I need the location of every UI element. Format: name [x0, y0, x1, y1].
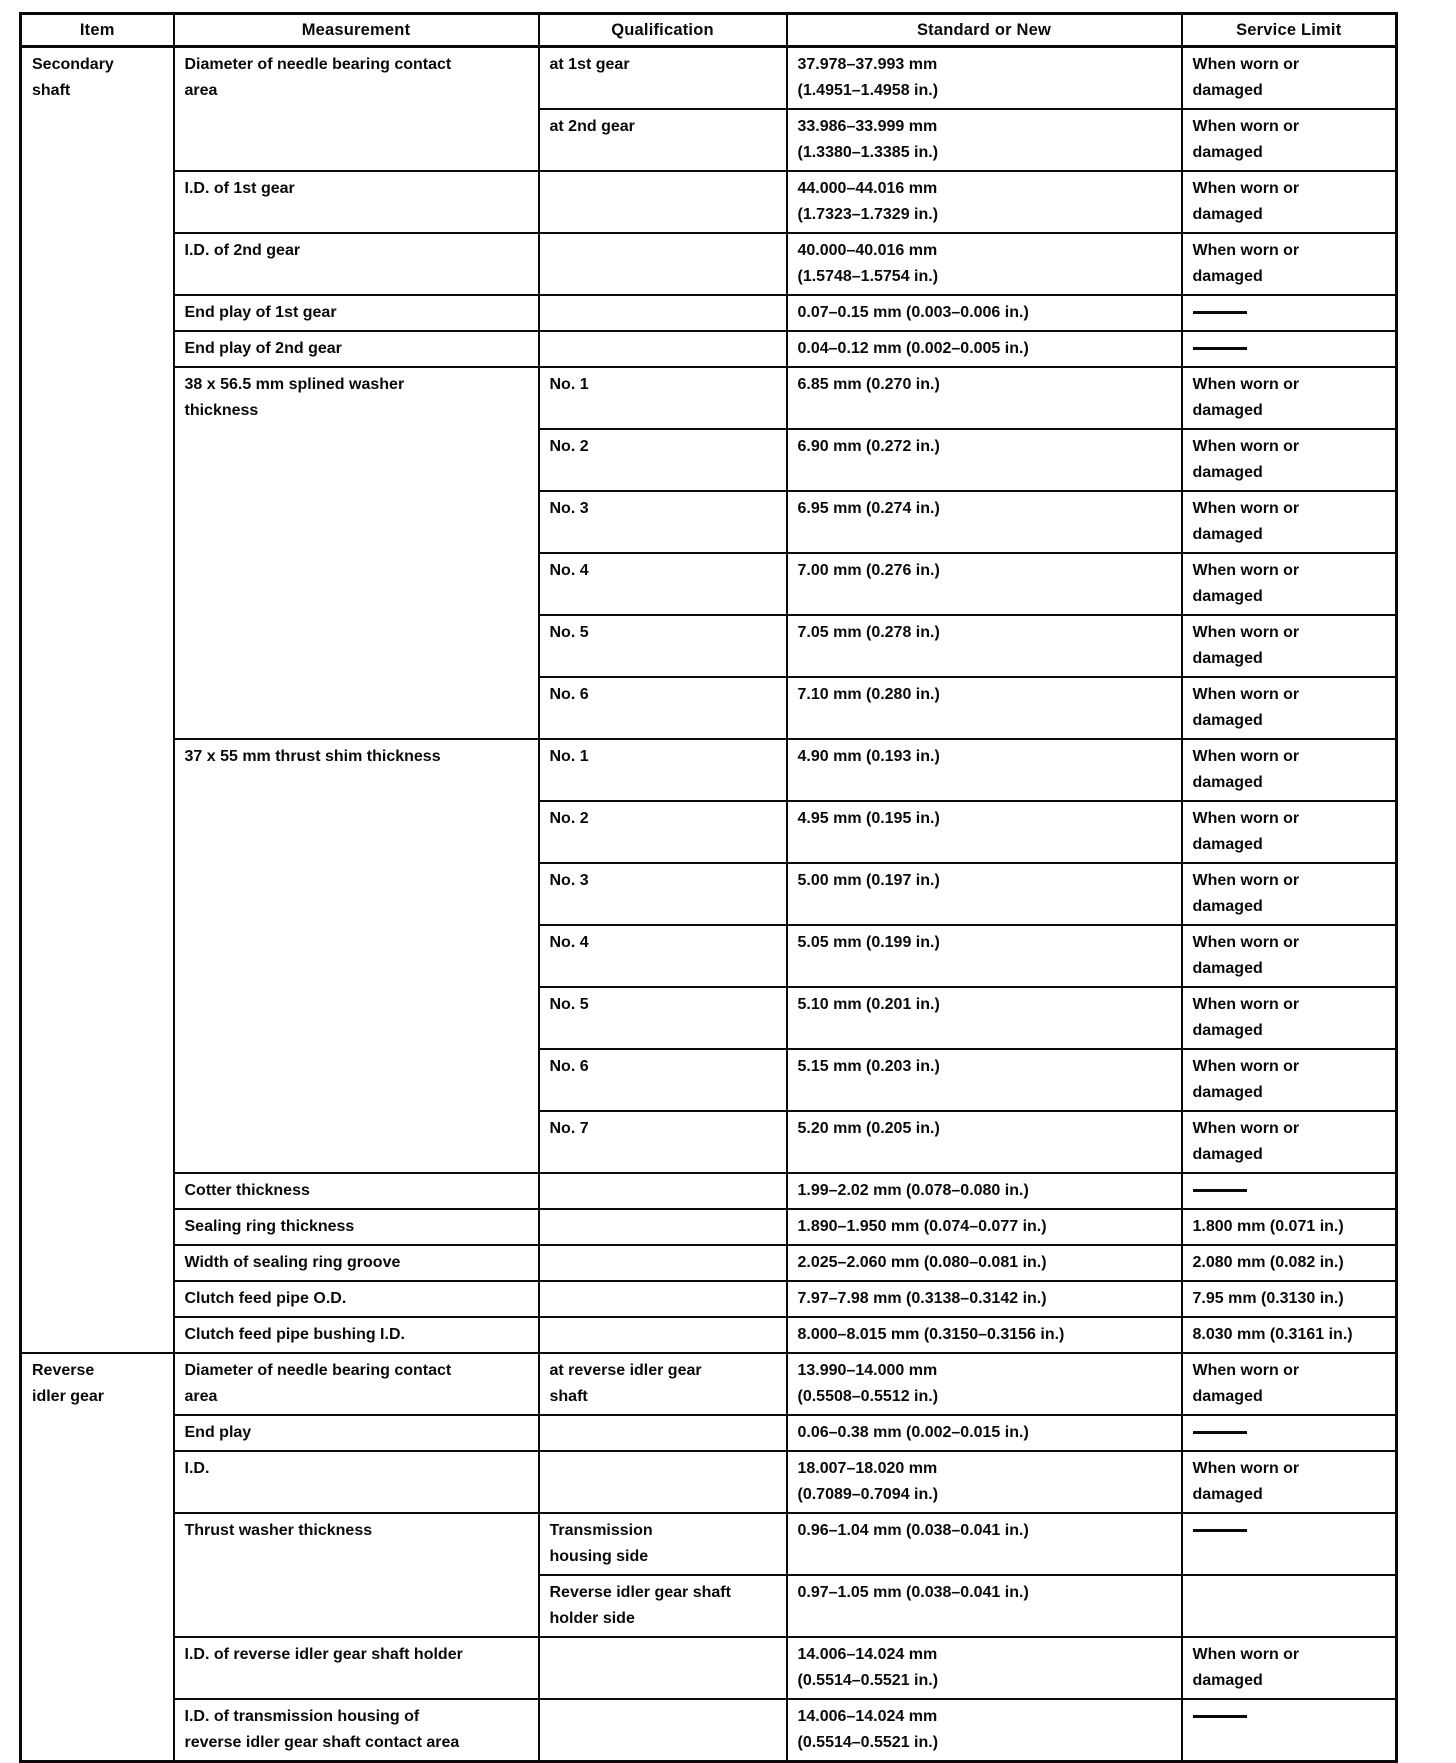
- service-limit-cell: [1182, 1111, 1397, 1173]
- cell-line: 4.90 mm (0.193 in.): [797, 748, 940, 765]
- service-limit-cell: [1182, 739, 1397, 801]
- col-header-item: Item: [21, 14, 174, 47]
- standard-cell: [787, 233, 1182, 295]
- cell-line: Secondary: [32, 56, 114, 73]
- cell-line: shaft: [32, 82, 71, 99]
- cell-line: I.D. of 2nd gear: [184, 242, 301, 259]
- standard-cell: [787, 429, 1182, 491]
- cell-line: No. 1: [549, 748, 589, 765]
- service-limit-cell: [1182, 1637, 1397, 1699]
- cell-line: When worn or: [1192, 1058, 1300, 1075]
- col-header-measurement: Measurement: [174, 14, 539, 47]
- standard-cell: [787, 1317, 1182, 1353]
- service-limit-cell: [1182, 1049, 1397, 1111]
- cell-line: (1.3380–1.3385 in.): [797, 144, 939, 161]
- qualification-cell: [539, 331, 787, 367]
- cell-line: damaged: [1192, 712, 1263, 729]
- measurement-cell: [174, 739, 539, 1173]
- table-row: [21, 1451, 1397, 1513]
- cell-line: When worn or: [1192, 872, 1300, 889]
- service-limit-cell: [1182, 1353, 1397, 1415]
- cell-line: 18.007–18.020 mm: [797, 1460, 938, 1477]
- service-limit-cell: [1182, 1699, 1397, 1762]
- qualification-cell: [539, 171, 787, 233]
- spec-table: [19, 12, 1398, 1763]
- cell-line: 1.890–1.950 mm (0.074–0.077 in.): [797, 1218, 1047, 1235]
- cell-line: 1.800 mm (0.071 in.): [1192, 1218, 1344, 1235]
- service-limit-cell: [1182, 1281, 1397, 1317]
- cell-line: 0.07–0.15 mm (0.003–0.006 in.): [797, 304, 1029, 321]
- measurement-cell: [174, 1209, 539, 1245]
- cell-line: When worn or: [1192, 748, 1300, 765]
- cell-line: (1.4951–1.4958 in.): [797, 82, 939, 99]
- cell-line: No. 1: [549, 376, 589, 393]
- qualification-cell: [539, 295, 787, 331]
- cell-line: (0.5514–0.5521 in.): [797, 1672, 939, 1689]
- cell-line: thickness: [184, 402, 259, 419]
- standard-cell: [787, 925, 1182, 987]
- cell-line: damaged: [1192, 898, 1263, 915]
- service-limit-cell: [1182, 429, 1397, 491]
- cell-line: Transmission: [549, 1522, 653, 1539]
- cell-line: housing side: [549, 1548, 649, 1565]
- standard-cell: [787, 801, 1182, 863]
- standard-cell: [787, 739, 1182, 801]
- service-limit-cell: [1182, 47, 1397, 110]
- cell-line: 7.10 mm (0.280 in.): [797, 686, 940, 703]
- no-service-limit-dash: [1193, 1715, 1247, 1718]
- cell-line: When worn or: [1192, 810, 1300, 827]
- cell-line: No. 2: [549, 438, 589, 455]
- measurement-cell: [174, 1173, 539, 1209]
- cell-line: damaged: [1192, 836, 1263, 853]
- table-row: [21, 331, 1397, 367]
- cell-line: damaged: [1192, 588, 1263, 605]
- cell-line: area: [184, 1388, 218, 1405]
- qualification-cell: [539, 863, 787, 925]
- measurement-cell: [174, 331, 539, 367]
- service-limit-cell: [1182, 233, 1397, 295]
- standard-cell: [787, 1111, 1182, 1173]
- qualification-cell: [539, 429, 787, 491]
- cell-line: I.D. of reverse idler gear shaft holder: [184, 1646, 463, 1663]
- cell-line: Diameter of needle bearing contact: [184, 56, 452, 73]
- cell-line: When worn or: [1192, 56, 1300, 73]
- qualification-cell: [539, 1245, 787, 1281]
- measurement-cell: [174, 233, 539, 295]
- cell-line: No. 3: [549, 872, 589, 889]
- qualification-cell: [539, 1699, 787, 1762]
- table-row: [21, 295, 1397, 331]
- cell-line: 6.85 mm (0.270 in.): [797, 376, 940, 393]
- cell-line: damaged: [1192, 206, 1263, 223]
- cell-line: 14.006–14.024 mm: [797, 1708, 938, 1725]
- cell-line: When worn or: [1192, 500, 1300, 517]
- cell-line: When worn or: [1192, 1646, 1300, 1663]
- cell-line: (1.5748–1.5754 in.): [797, 268, 939, 285]
- measurement-cell: [174, 1317, 539, 1353]
- service-limit-cell: [1182, 1209, 1397, 1245]
- qualification-cell: [539, 1637, 787, 1699]
- table-row: [21, 1699, 1397, 1762]
- cell-line: damaged: [1192, 650, 1263, 667]
- cell-line: damaged: [1192, 1022, 1263, 1039]
- cell-line: reverse idler gear shaft contact area: [184, 1734, 460, 1751]
- cell-line: End play: [184, 1424, 252, 1441]
- cell-line: damaged: [1192, 774, 1263, 791]
- qualification-cell: [539, 925, 787, 987]
- cell-line: When worn or: [1192, 118, 1300, 135]
- table-row: [21, 1513, 1397, 1575]
- cell-line: damaged: [1192, 1388, 1263, 1405]
- cell-line: No. 6: [549, 686, 589, 703]
- spec-table-header: [21, 14, 1397, 47]
- cell-line: When worn or: [1192, 562, 1300, 579]
- cell-line: When worn or: [1192, 624, 1300, 641]
- measurement-cell: [174, 1281, 539, 1317]
- measurement-cell: [174, 1245, 539, 1281]
- cell-line: End play of 1st gear: [184, 304, 337, 321]
- cell-line: shaft: [549, 1388, 588, 1405]
- table-row: [21, 1317, 1397, 1353]
- cell-line: When worn or: [1192, 996, 1300, 1013]
- cell-line: Width of sealing ring groove: [184, 1254, 401, 1271]
- cell-line: 0.97–1.05 mm (0.038–0.041 in.): [797, 1584, 1029, 1601]
- service-limit-cell: [1182, 367, 1397, 429]
- table-row: [21, 233, 1397, 295]
- standard-cell: [787, 1415, 1182, 1451]
- cell-line: 37 x 55 mm thrust shim thickness: [184, 748, 441, 765]
- cell-line: When worn or: [1192, 686, 1300, 703]
- cell-line: Sealing ring thickness: [184, 1218, 355, 1235]
- cell-line: I.D. of transmission housing of: [184, 1708, 420, 1725]
- cell-line: 2.080 mm (0.082 in.): [1192, 1254, 1344, 1271]
- cell-line: No. 5: [549, 996, 589, 1013]
- cell-line: 7.95 mm (0.3130 in.): [1192, 1290, 1344, 1307]
- cell-line: I.D.: [184, 1460, 210, 1477]
- cell-line: 4.95 mm (0.195 in.): [797, 810, 940, 827]
- service-limit-cell: [1182, 987, 1397, 1049]
- standard-cell: [787, 1451, 1182, 1513]
- qualification-cell: [539, 367, 787, 429]
- standard-cell: [787, 553, 1182, 615]
- cell-line: 7.05 mm (0.278 in.): [797, 624, 940, 641]
- standard-cell: [787, 1173, 1182, 1209]
- standard-cell: [787, 615, 1182, 677]
- cell-line: No. 7: [549, 1120, 589, 1137]
- no-service-limit-dash: [1193, 311, 1247, 314]
- standard-cell: [787, 1637, 1182, 1699]
- cell-line: 13.990–14.000 mm: [797, 1362, 938, 1379]
- cell-line: (0.5514–0.5521 in.): [797, 1734, 939, 1751]
- col-header-qualification: Qualification: [539, 14, 787, 47]
- qualification-cell: [539, 47, 787, 110]
- qualification-cell: [539, 1049, 787, 1111]
- standard-cell: [787, 331, 1182, 367]
- service-limit-cell: [1182, 1173, 1397, 1209]
- measurement-cell: [174, 1415, 539, 1451]
- cell-line: 0.04–0.12 mm (0.002–0.005 in.): [797, 340, 1029, 357]
- cell-line: 5.15 mm (0.203 in.): [797, 1058, 940, 1075]
- cell-line: When worn or: [1192, 376, 1300, 393]
- cell-line: damaged: [1192, 82, 1263, 99]
- measurement-cell: [174, 367, 539, 739]
- standard-cell: [787, 987, 1182, 1049]
- cell-line: 5.20 mm (0.205 in.): [797, 1120, 940, 1137]
- cell-line: 14.006–14.024 mm: [797, 1646, 938, 1663]
- service-limit-cell: [1182, 109, 1397, 171]
- qualification-cell: [539, 1353, 787, 1415]
- cell-line: No. 2: [549, 810, 589, 827]
- cell-line: 1.99–2.02 mm (0.078–0.080 in.): [797, 1182, 1029, 1199]
- cell-line: idler gear: [32, 1388, 105, 1405]
- cell-line: 33.986–33.999 mm: [797, 118, 938, 135]
- cell-line: 37.978–37.993 mm: [797, 56, 938, 73]
- standard-cell: [787, 1699, 1182, 1762]
- service-limit-cell: [1182, 295, 1397, 331]
- qualification-cell: [539, 1173, 787, 1209]
- spec-table-body: [21, 47, 1397, 1762]
- service-limit-cell: [1182, 331, 1397, 367]
- cell-line: When worn or: [1192, 242, 1300, 259]
- cell-line: End play of 2nd gear: [184, 340, 342, 357]
- standard-cell: [787, 171, 1182, 233]
- service-limit-cell: [1182, 553, 1397, 615]
- measurement-cell: [174, 1699, 539, 1762]
- cell-line: 0.96–1.04 mm (0.038–0.041 in.): [797, 1522, 1029, 1539]
- cell-line: at reverse idler gear: [549, 1362, 702, 1379]
- table-row: [21, 47, 1397, 110]
- cell-line: When worn or: [1192, 438, 1300, 455]
- cell-line: damaged: [1192, 1146, 1263, 1163]
- qualification-cell: [539, 739, 787, 801]
- measurement-cell: [174, 171, 539, 233]
- cell-line: Reverse idler gear shaft: [549, 1584, 731, 1601]
- cell-line: area: [184, 82, 218, 99]
- cell-line: Clutch feed pipe O.D.: [184, 1290, 347, 1307]
- table-row: [21, 1173, 1397, 1209]
- qualification-cell: [539, 1281, 787, 1317]
- cell-line: damaged: [1192, 960, 1263, 977]
- item-cell: [21, 1353, 174, 1762]
- cell-line: When worn or: [1192, 1362, 1300, 1379]
- cell-line: damaged: [1192, 1084, 1263, 1101]
- cell-line: damaged: [1192, 268, 1263, 285]
- qualification-cell: [539, 677, 787, 739]
- table-row: [21, 1353, 1397, 1415]
- table-row: [21, 1209, 1397, 1245]
- header-row: [21, 14, 1397, 47]
- item-cell: [21, 47, 174, 1354]
- standard-cell: [787, 295, 1182, 331]
- cell-line: damaged: [1192, 144, 1263, 161]
- qualification-cell: [539, 1451, 787, 1513]
- qualification-cell: [539, 553, 787, 615]
- cell-line: (0.5508–0.5512 in.): [797, 1388, 939, 1405]
- table-row: [21, 367, 1397, 429]
- service-limit-cell: [1182, 1451, 1397, 1513]
- cell-line: 8.030 mm (0.3161 in.): [1192, 1326, 1353, 1343]
- cell-line: 38 x 56.5 mm splined washer: [184, 376, 405, 393]
- table-row: [21, 1637, 1397, 1699]
- cell-line: No. 6: [549, 1058, 589, 1075]
- service-limit-cell: [1182, 801, 1397, 863]
- no-service-limit-dash: [1193, 1431, 1247, 1434]
- service-limit-cell: [1182, 1575, 1397, 1637]
- cell-line: No. 5: [549, 624, 589, 641]
- cell-line: 5.00 mm (0.197 in.): [797, 872, 940, 889]
- qualification-cell: [539, 491, 787, 553]
- col-header-standard: Standard or New: [787, 14, 1182, 47]
- standard-cell: [787, 367, 1182, 429]
- standard-cell: [787, 1209, 1182, 1245]
- cell-line: 2.025–2.060 mm (0.080–0.081 in.): [797, 1254, 1047, 1271]
- standard-cell: [787, 1575, 1182, 1637]
- cell-line: Reverse: [32, 1362, 95, 1379]
- service-limit-cell: [1182, 925, 1397, 987]
- cell-line: damaged: [1192, 526, 1263, 543]
- cell-line: When worn or: [1192, 1120, 1300, 1137]
- no-service-limit-dash: [1193, 1189, 1247, 1192]
- qualification-cell: [539, 1111, 787, 1173]
- cell-line: Thrust washer thickness: [184, 1522, 373, 1539]
- cell-line: When worn or: [1192, 180, 1300, 197]
- cell-line: Diameter of needle bearing contact: [184, 1362, 452, 1379]
- cell-line: 40.000–40.016 mm: [797, 242, 938, 259]
- standard-cell: [787, 677, 1182, 739]
- service-limit-cell: [1182, 171, 1397, 233]
- standard-cell: [787, 1049, 1182, 1111]
- cell-line: I.D. of 1st gear: [184, 180, 295, 197]
- standard-cell: [787, 1245, 1182, 1281]
- standard-cell: [787, 1513, 1182, 1575]
- qualification-cell: [539, 801, 787, 863]
- cell-line: Clutch feed pipe bushing I.D.: [184, 1326, 405, 1343]
- no-service-limit-dash: [1193, 347, 1247, 350]
- qualification-cell: [539, 1209, 787, 1245]
- standard-cell: [787, 863, 1182, 925]
- service-limit-cell: [1182, 615, 1397, 677]
- cell-line: 0.06–0.38 mm (0.002–0.015 in.): [797, 1424, 1029, 1441]
- service-limit-cell: [1182, 1513, 1397, 1575]
- cell-line: (0.7089–0.7094 in.): [797, 1486, 939, 1503]
- table-row: [21, 1415, 1397, 1451]
- qualification-cell: [539, 987, 787, 1049]
- service-limit-cell: [1182, 863, 1397, 925]
- measurement-cell: [174, 1353, 539, 1415]
- col-header-service-limit: Service Limit: [1182, 14, 1397, 47]
- no-service-limit-dash: [1193, 1529, 1247, 1532]
- measurement-cell: [174, 1513, 539, 1637]
- standard-cell: [787, 1281, 1182, 1317]
- standard-cell: [787, 47, 1182, 110]
- cell-line: 6.95 mm (0.274 in.): [797, 500, 940, 517]
- measurement-cell: [174, 295, 539, 331]
- table-row: [21, 171, 1397, 233]
- service-limit-cell: [1182, 491, 1397, 553]
- service-limit-cell: [1182, 1415, 1397, 1451]
- cell-line: holder side: [549, 1610, 635, 1627]
- qualification-cell: [539, 1415, 787, 1451]
- cell-line: When worn or: [1192, 1460, 1300, 1477]
- measurement-cell: [174, 1451, 539, 1513]
- standard-cell: [787, 1353, 1182, 1415]
- service-limit-cell: [1182, 1317, 1397, 1353]
- cell-line: Cotter thickness: [184, 1182, 310, 1199]
- cell-line: at 2nd gear: [549, 118, 635, 135]
- qualification-cell: [539, 1513, 787, 1575]
- measurement-cell: [174, 47, 539, 172]
- cell-line: 7.00 mm (0.276 in.): [797, 562, 940, 579]
- table-row: [21, 1281, 1397, 1317]
- table-row: [21, 1245, 1397, 1281]
- measurement-cell: [174, 1637, 539, 1699]
- qualification-cell: [539, 1317, 787, 1353]
- cell-line: No. 4: [549, 562, 589, 579]
- cell-line: No. 3: [549, 500, 589, 517]
- qualification-cell: [539, 233, 787, 295]
- standard-cell: [787, 491, 1182, 553]
- cell-line: No. 4: [549, 934, 589, 951]
- cell-line: 5.05 mm (0.199 in.): [797, 934, 940, 951]
- cell-line: 8.000–8.015 mm (0.3150–0.3156 in.): [797, 1326, 1065, 1343]
- cell-line: 7.97–7.98 mm (0.3138–0.3142 in.): [797, 1290, 1047, 1307]
- cell-line: (1.7323–1.7329 in.): [797, 206, 939, 223]
- cell-line: 44.000–44.016 mm: [797, 180, 938, 197]
- service-limit-cell: [1182, 677, 1397, 739]
- qualification-cell: [539, 1575, 787, 1637]
- standard-cell: [787, 109, 1182, 171]
- cell-line: When worn or: [1192, 934, 1300, 951]
- cell-line: damaged: [1192, 464, 1263, 481]
- qualification-cell: [539, 615, 787, 677]
- cell-line: damaged: [1192, 1486, 1263, 1503]
- service-limit-cell: [1182, 1245, 1397, 1281]
- cell-line: at 1st gear: [549, 56, 630, 73]
- table-row: [21, 739, 1397, 801]
- cell-line: 5.10 mm (0.201 in.): [797, 996, 940, 1013]
- cell-line: damaged: [1192, 1672, 1263, 1689]
- cell-line: 6.90 mm (0.272 in.): [797, 438, 940, 455]
- qualification-cell: [539, 109, 787, 171]
- cell-line: damaged: [1192, 402, 1263, 419]
